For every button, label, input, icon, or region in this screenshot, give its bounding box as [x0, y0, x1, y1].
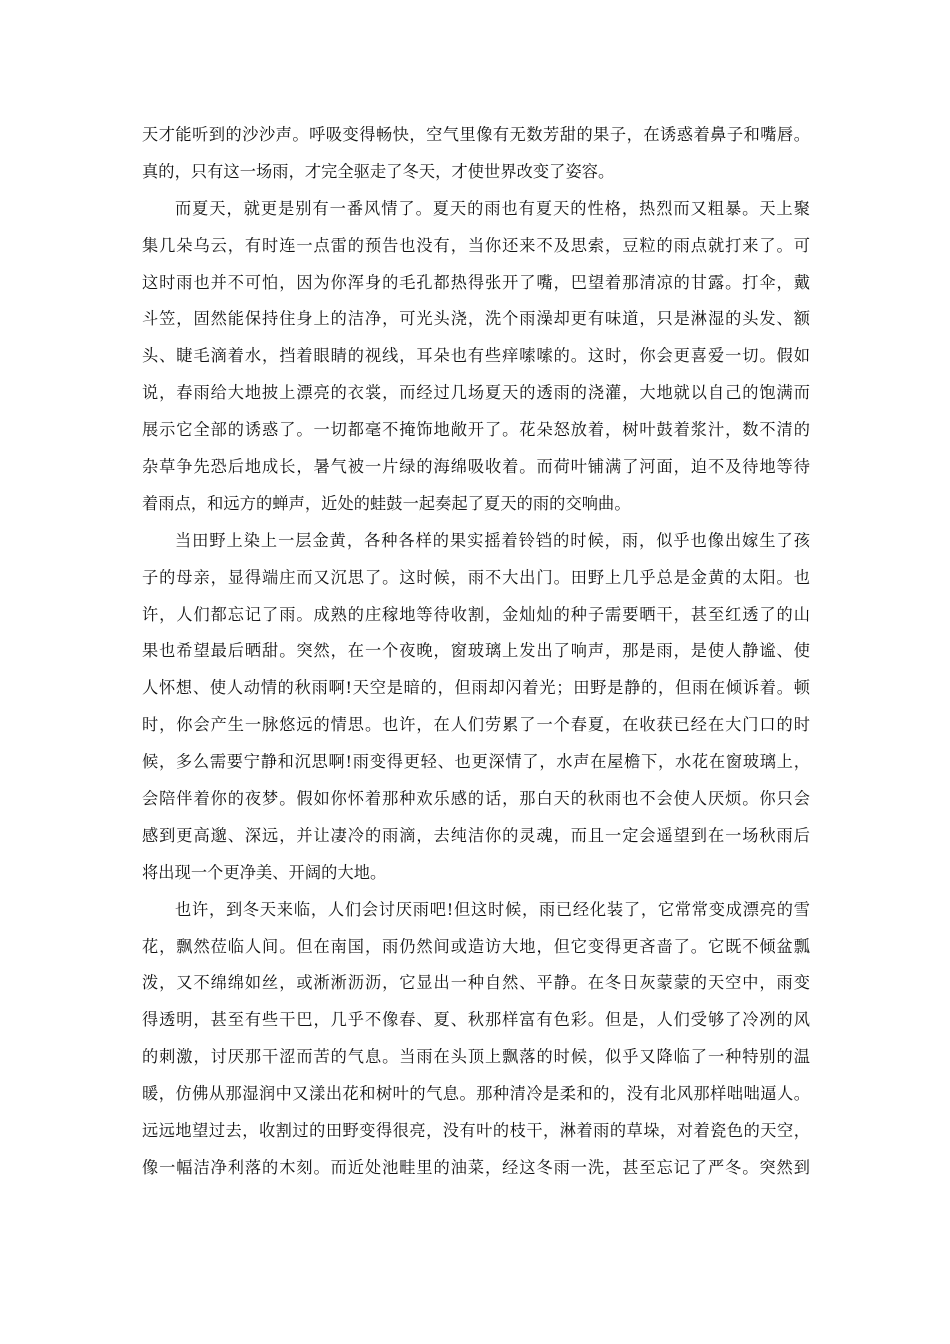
text-line: 斗笠，固然能保持住身上的洁净，可光头浇，洗个雨澡却更有味道，只是淋湿的头发、额	[142, 309, 810, 329]
text-line: 的刺激，讨厌那干涩而苦的气息。当雨在头顶上飘落的时候，似乎又降临了一种特别的温	[142, 1047, 810, 1067]
text-line: 感到更高邈、深远，并让凄冷的雨滴，去纯洁你的灵魂，而且一定会遥望到在一场秋雨后	[142, 825, 810, 845]
text-line: 说，春雨给大地披上漂亮的衣裳，而经过几场夏天的透雨的浇灌，大地就以自己的饱满而	[142, 383, 810, 403]
text-line: 也许，到冬天来临，人们会讨厌雨吧!但这时候，雨已经化装了，它常常变成漂亮的雪	[175, 899, 810, 919]
text-line: 杂草争先恐后地成长，暑气被一片绿的海绵吸收着。而荷叶铺满了河面，迫不及待地等待	[142, 457, 810, 477]
text-line: 将出现一个更净美、开阔的大地。	[142, 862, 387, 882]
text-line: 当田野上染上一层金黄，各种各样的果实摇着铃铛的时候，雨，似乎也像出嫁生了孩	[175, 530, 810, 550]
text-line: 时，你会产生一脉悠远的情思。也许，在人们劳累了一个春夏，在收获已经在大门口的时	[142, 715, 810, 735]
text-line: 候，多么需要宁静和沉思啊!雨变得更轻、也更深情了，水声在屋檐下，水花在窗玻璃上，	[142, 752, 810, 772]
text-line: 人怀想、使人动情的秋雨啊!天空是暗的，但雨却闪着光；田野是静的，但雨在倾诉着。顿	[142, 678, 810, 698]
text-line: 会陪伴着你的夜梦。假如你怀着那种欢乐感的话，那白天的秋雨也不会使人厌烦。你只会	[142, 789, 810, 809]
text-line: 集几朵乌云，有时连一点雷的预告也没有，当你还来不及思索，豆粒的雨点就打来了。可	[142, 235, 810, 255]
text-line: 着雨点，和远方的蝉声，近处的蛙鼓一起奏起了夏天的雨的交响曲。	[142, 493, 631, 513]
text-line: 得透明，甚至有些干巴，几乎不像春、夏、秋那样富有色彩。但是，人们受够了冷冽的风	[142, 1010, 810, 1030]
text-line: 像一幅洁净利落的木刻。而近处池畦里的油菜，经这冬雨一洗，甚至忘记了严冬。突然到	[142, 1157, 810, 1177]
text-line: 泼，又不绵绵如丝，或淅淅沥沥，它显出一种自然、平静。在冬日灰蒙蒙的天空中，雨变	[142, 973, 810, 993]
text-line: 真的，只有这一场雨，才完全驱走了冬天，才使世界改变了姿容。	[142, 161, 615, 181]
text-line: 果也希望最后晒甜。突然，在一个夜晚，窗玻璃上发出了响声，那是雨，是使人静谧、使	[142, 641, 810, 661]
text-line: 天才能听到的沙沙声。呼吸变得畅快，空气里像有无数芳甜的果子，在诱惑着鼻子和嘴唇。	[142, 125, 810, 144]
text-line: 暖，仿佛从那湿润中又漾出花和树叶的气息。那种清冷是柔和的，没有北风那样咄咄逼人。	[142, 1084, 810, 1104]
text-line: 这时雨也并不可怕，因为你浑身的毛孔都热得张开了嘴，巴望着那清凉的甘露。打伞，戴	[142, 272, 810, 292]
text-line: 展示它全部的诱惑了。一切都毫不掩饰地敞开了。花朵怒放着，树叶鼓着浆汁，数不清的	[142, 420, 810, 440]
text-line: 头、睫毛滴着水，挡着眼睛的视线，耳朵也有些痒嗦嗦的。这时，你会更喜爱一切。假如	[142, 346, 810, 366]
text-line: 远远地望过去，收割过的田野变得很亮，没有叶的枝干，淋着雨的草垛，对着瓷色的天空，	[142, 1121, 810, 1141]
text-line: 子的母亲，显得端庄而又沉思了。这时候，雨不大出门。田野上几乎总是金黄的太阳。也	[142, 567, 810, 587]
text-line: 花，飘然莅临人间。但在南国，雨仍然间或造访大地，但它变得更吝啬了。它既不倾盆瓢	[142, 936, 810, 956]
text-line: 许，人们都忘记了雨。成熟的庄稼地等待收割，金灿灿的种子需要晒干，甚至红透了的山	[142, 604, 810, 624]
text-line: 而夏天，就更是别有一番风情了。夏天的雨也有夏天的性格，热烈而又粗暴。天上聚	[175, 198, 810, 218]
body-text	[142, 117, 810, 1187]
